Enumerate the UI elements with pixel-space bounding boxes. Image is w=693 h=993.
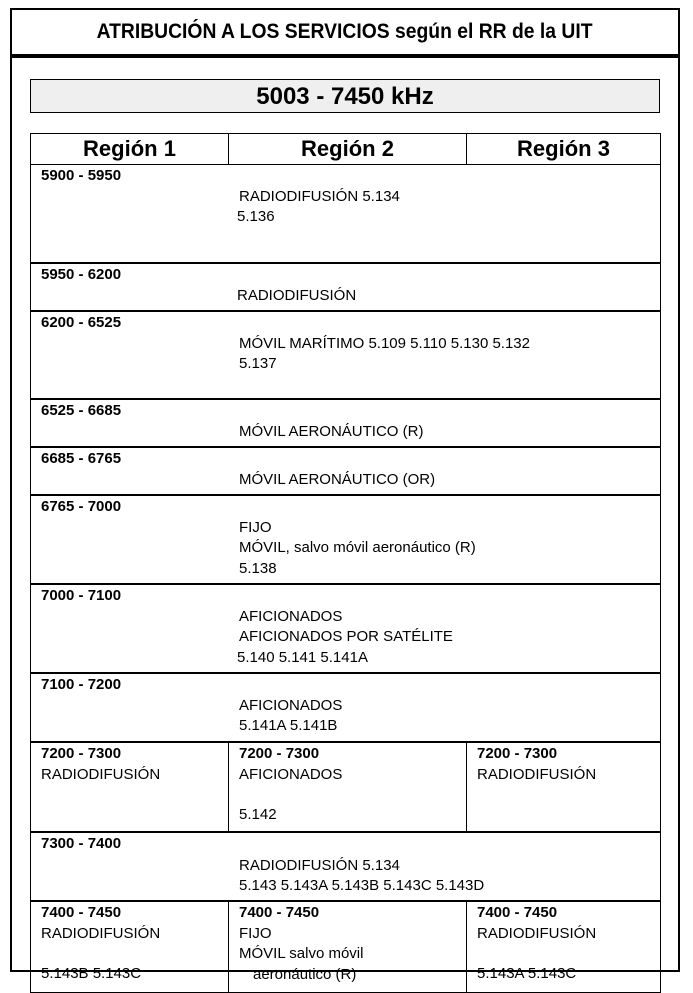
- freq-range: 7100 - 7200: [41, 676, 122, 693]
- table-row: [31, 495, 661, 584]
- footnote-line: 5.136: [237, 208, 275, 225]
- region-3-cell: [467, 742, 661, 832]
- service-line: AFICIONADOS: [239, 696, 343, 714]
- service-line: RADIODIFUSIÓN: [477, 765, 597, 783]
- region-3-cell: [467, 901, 661, 993]
- freq-range: 5950 - 6200: [41, 266, 122, 283]
- service-line: MÓVIL AERONÁUTICO (OR): [239, 470, 436, 488]
- footnote-line: 5.143B 5.143C: [41, 965, 142, 982]
- service-line: MÓVIL salvo móvil: [239, 945, 364, 962]
- column-header-region-1: Región 1: [31, 134, 229, 165]
- freq-range: 6685 - 6765: [41, 450, 122, 467]
- row-cell: [31, 495, 661, 584]
- region-1-cell: [31, 742, 229, 832]
- footnote-line: 5.137: [239, 355, 277, 372]
- service-line: RADIODIFUSIÓN 5.134: [239, 856, 400, 874]
- header-row: [31, 134, 661, 165]
- service-line: MÓVIL, salvo móvil aeronáutico (R): [239, 539, 476, 556]
- region-2-cell: [229, 742, 467, 832]
- table-row: [31, 447, 661, 495]
- table-row: [31, 399, 661, 447]
- column-header-region-2: Región 2: [229, 134, 467, 165]
- footnote-line: 5.140 5.141 5.141A: [237, 648, 368, 666]
- service-line: MÓVIL AERONÁUTICO (R): [239, 422, 424, 440]
- row-cell: [31, 584, 661, 673]
- service-line: RADIODIFUSIÓN 5.134: [239, 187, 400, 205]
- row-cell: [31, 832, 661, 901]
- freq-range: 5900 - 5950: [41, 167, 122, 184]
- table-row: [31, 311, 661, 399]
- table-row: [31, 673, 661, 742]
- band-header: 5003 - 7450 kHz: [30, 79, 660, 113]
- allocation-table: [30, 133, 661, 993]
- freq-range: 7200 - 7300: [477, 745, 558, 762]
- freq-range: 7300 - 7400: [41, 835, 122, 852]
- service-line: RADIODIFUSIÓN: [477, 924, 597, 942]
- service-line: RADIODIFUSIÓN: [41, 924, 161, 942]
- service-line: aeronáutico (R): [253, 965, 357, 983]
- footnote-line: 5.142: [239, 806, 277, 823]
- table-row: [31, 742, 661, 832]
- table-row: [31, 584, 661, 673]
- freq-range: 7200 - 7300: [239, 745, 320, 762]
- footnote-line: 5.138: [239, 559, 277, 577]
- service-line: MÓVIL MARÍTIMO 5.109 5.110 5.130 5.132: [239, 334, 530, 352]
- service-line: AFICIONADOS POR SATÉLITE: [239, 628, 453, 645]
- service-line: RADIODIFUSIÓN: [41, 765, 161, 783]
- row-cell: [31, 673, 661, 742]
- row-cell: [31, 263, 661, 311]
- row-cell: [31, 399, 661, 447]
- table-row: [31, 263, 661, 311]
- table-row: [31, 832, 661, 901]
- service-line: FIJO: [239, 924, 272, 942]
- table-row: [31, 901, 661, 993]
- freq-range: 6200 - 6525: [41, 314, 122, 331]
- freq-range: 7000 - 7100: [41, 587, 122, 604]
- service-line: AFICIONADOS: [239, 765, 343, 783]
- table-row: [31, 165, 661, 264]
- footnote-line: 5.141A 5.141B: [239, 717, 338, 734]
- service-line: RADIODIFUSIÓN: [237, 286, 357, 304]
- freq-range: 7400 - 7450: [239, 904, 320, 921]
- footnote-line: 5.143A 5.143C: [477, 965, 577, 982]
- freq-range: 6525 - 6685: [41, 402, 122, 419]
- freq-range: 7400 - 7450: [477, 904, 558, 921]
- service-line: FIJO: [239, 518, 272, 536]
- row-cell: [31, 447, 661, 495]
- region-2-cell: [229, 901, 467, 993]
- row-cell: [31, 165, 661, 264]
- row-cell: [31, 311, 661, 399]
- footnote-line: 5.143 5.143A 5.143B 5.143C 5.143D: [239, 877, 485, 894]
- freq-range: 6765 - 7000: [41, 498, 122, 515]
- column-header-region-3: Región 3: [467, 134, 661, 165]
- freq-range: 7400 - 7450: [41, 904, 122, 921]
- region-1-cell: [31, 901, 229, 993]
- service-line: AFICIONADOS: [239, 607, 343, 625]
- page-title: ATRIBUCIÓN A LOS SERVICIOS según el RR de la UIT: [10, 8, 680, 58]
- freq-range: 7200 - 7300: [41, 745, 122, 762]
